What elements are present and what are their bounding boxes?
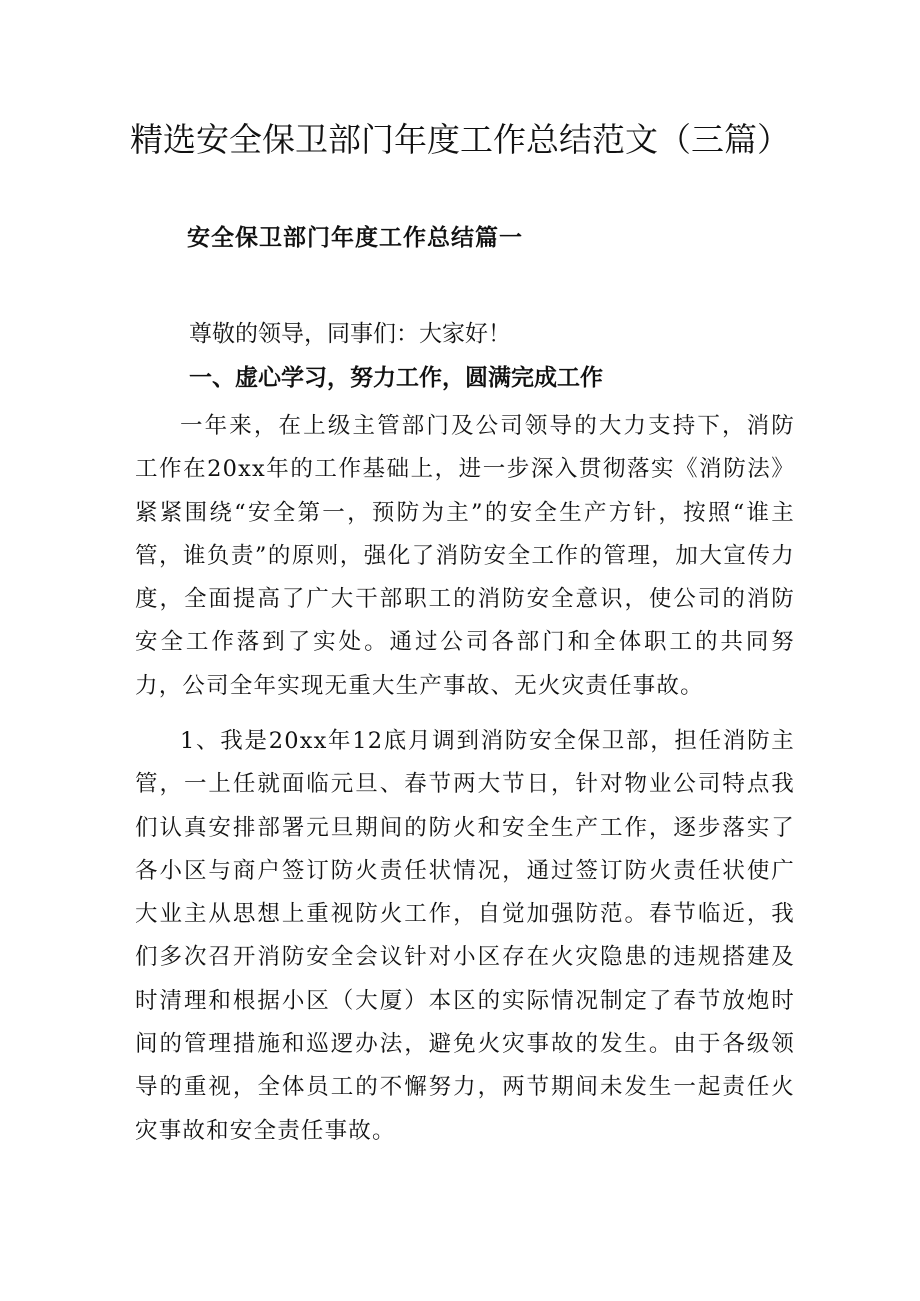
body-paragraph: 1、我是20xx年12底月调到消防安全保卫部，担任消防主管，一上任就面临元旦、春节两大节日，针对物业公司特点我们认真安排部署元旦期间的防火和安全生产工作，逐步落实了各小区与商户签订防火责任状情况，通过签订防火责任状使广大业主从思想上重视防火工作，自觉加强防范。春节临近，我们多次召开消防安全会议针对小区存在火灾隐患的违规搭建及时清理和根据小区（大厦）本区的实际情况制定了春节放炮时间的管理措施和巡逻办法，避免火灾事故的发生。由于各级领导的重视，全体员工的不懈努力，两节期间未发生一起责任火灾事故和安全责任事故。: [135, 728, 795, 1144]
body-paragraph: 一年来，在上级主管部门及公司领导的大力支持下，消防工作在20xx年的工作基础上，进一步深入贯彻落实《消防法》紧紧围绕“安全第一，预防为主”的安全生产方针，按照“谁主管，谁负责”的原则，强化了消防安全工作的管理，加大宣传力度，全面提高了广大干部职工的消防安全意识，使公司的消防安全工作落到了实处。通过公司各部门和全体职工的共同努力，公司全年实现无重大生产事故、无火灾责任事故。: [135, 413, 795, 699]
point-heading: 一、虚心学习，努力工作，圆满完成工作: [189, 364, 603, 391]
section-heading: 安全保卫部门年度工作总结篇一: [187, 224, 523, 251]
greeting-text: 尊敬的领导，同事们：大家好！: [189, 321, 511, 347]
document-title: 精选安全保卫部门年度工作总结范文（三篇）: [130, 120, 790, 159]
